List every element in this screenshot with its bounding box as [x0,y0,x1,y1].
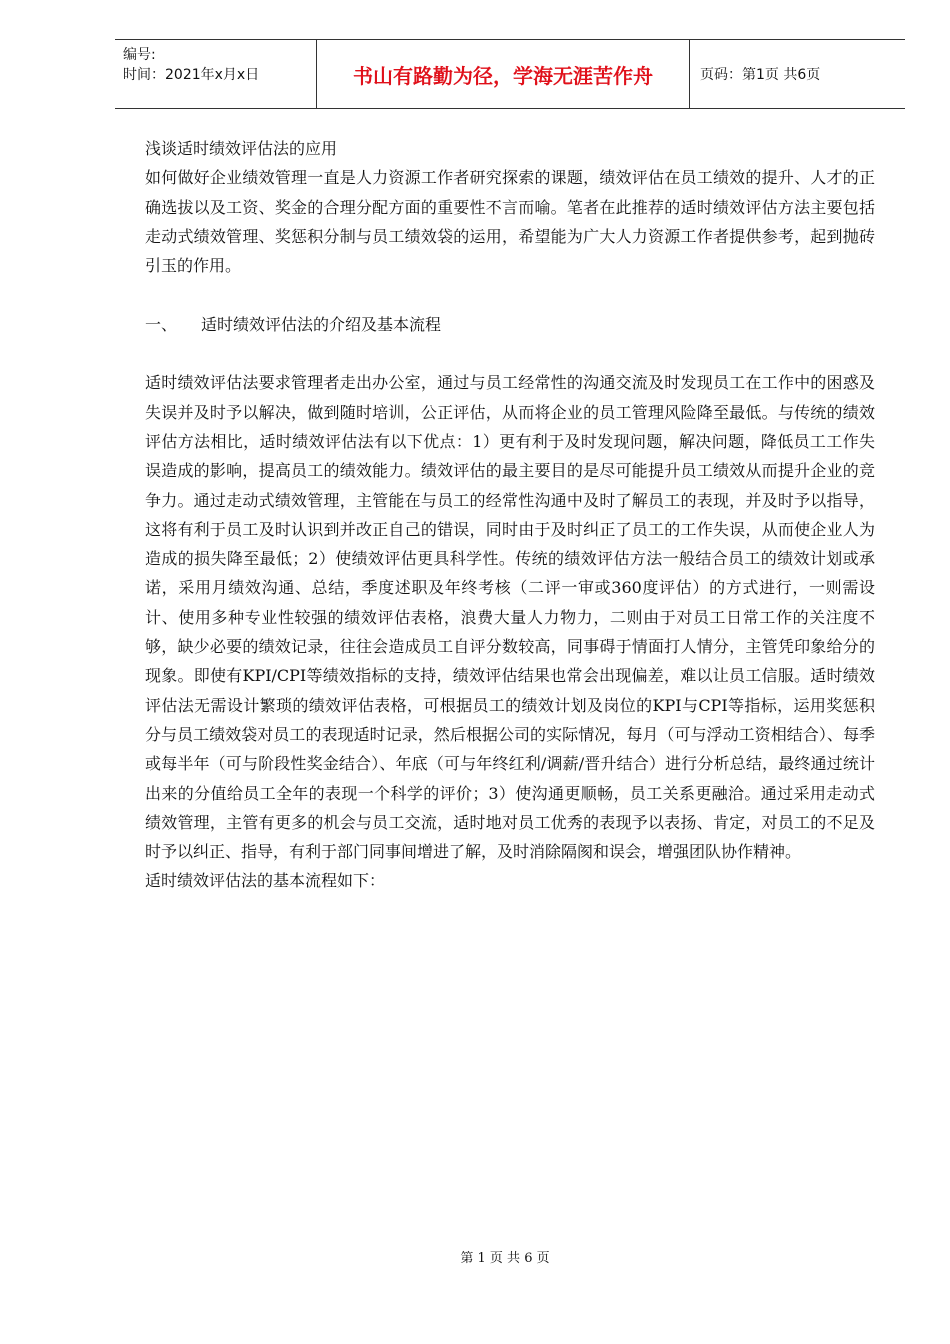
header-page-cell [690,40,905,108]
header-page-info: 页码：第1页 共6页 [700,67,821,83]
flow-intro: 适时绩效评估法的基本流程如下： [145,871,386,891]
header-motto-cell [317,40,690,108]
section-title: 适时绩效评估法的介绍及基本流程 [201,314,442,334]
intro-paragraph: 如何做好企业绩效管理一直是人力资源工作者研究探索的课题，绩效评估在员工绩效的提升、人才的正确选拔以及工资、奖金的合理分配方面的重要性不言而喻。笔者在此推荐的适时绩效评估方法主要包括走动式绩效管理、奖惩积分制与员工绩效袋的运用，希望能为广大人力资源工作者提供参考，起到抛砖引玉的作用。 [145,168,875,276]
section-number: 一、 [145,314,178,334]
number-label: 编号: [123,47,156,63]
spacer [145,280,875,309]
header-meta-cell [115,40,317,108]
spacer [145,339,875,368]
body-paragraph: 适时绩效评估法要求管理者走出办公室，通过与员工经常性的沟通交流及时发现员工在工作中的困惑及失误并及时予以解决，做到随时培训，公正评估，从而将企业的员工管理风险降至最低。与传统的绩效评估方法相比，适时绩效评估法有以下优点：1）更有利于及时发现问题，解决问题，降低员工工作失误造成的影响，提高员工的绩效能力。绩效评估的最主要目的是尽可能提升员工绩效从而提升企业的竞争力。通过走动式绩效管理，主管能在与员工的经常性沟通中及时了解员工的表现，并及时予以指导，这将有利于员工及时认识到并改正自己的错误，同时由于及时纠正了员工的工作失误，从而使企业人为造成的损失降至最低；2）使绩效评估更具科学性。传统的绩效评估方法一般结合员工的绩效计划或承诺，采用月绩效沟通、总结，季度述职及年终考核（二评一审或360度评估）的方式进行，一则需设计、使用多种专业性较强的绩效评估表格，浪费大量人力物力，二则由于对员工日常工作的关注度不够，缺少必要的绩效记录，往往会造成员工自评分数较高，同事碍于情面打人情分，主管凭印象给分的现象。即使有KPI/CPI等绩效指标的支持，绩效评估结果也常会出现偏差，难以让员工信服。适时绩效评估法无需设计繁琐的绩效评估表格，可根据员工的绩效计划及岗位的KPI与CPI等指标，运用奖惩积分与员工绩效袋对员工的表现适时记录，然后根据公司的实际情况，每月（可与浮动工资相结合）、每季或每半年（可与阶段性奖金结合）、年底（可与年终红利/调薪/晋升结合）进行分析总结，最终通过统计出来的分值给员工全年的表现一个科学的评价；3）使沟通更顺畅，员工关系更融洽。通过采用走动式绩效管理，主管有更多的机会与员工交流，适时地对员工优秀的表现予以表扬、肯定，对员工的不足及时予以纠正、指导，有利于部门同事间增进了解，及时消除隔阂和误会，增强团队协作精神。 [145,373,875,862]
page-footer [0,1247,950,1266]
header-motto: 书山有路勤为径，学海无涯苦作舟 [353,63,653,88]
document-body [145,134,875,896]
time-label: 时间：2021年x月x日 [123,67,260,83]
article-title: 浅谈适时绩效评估法的应用 [145,139,338,158]
section-heading [145,310,875,339]
document-header [115,39,905,109]
footer-page-number: 第 1 页 共 6 页 [460,1251,550,1266]
